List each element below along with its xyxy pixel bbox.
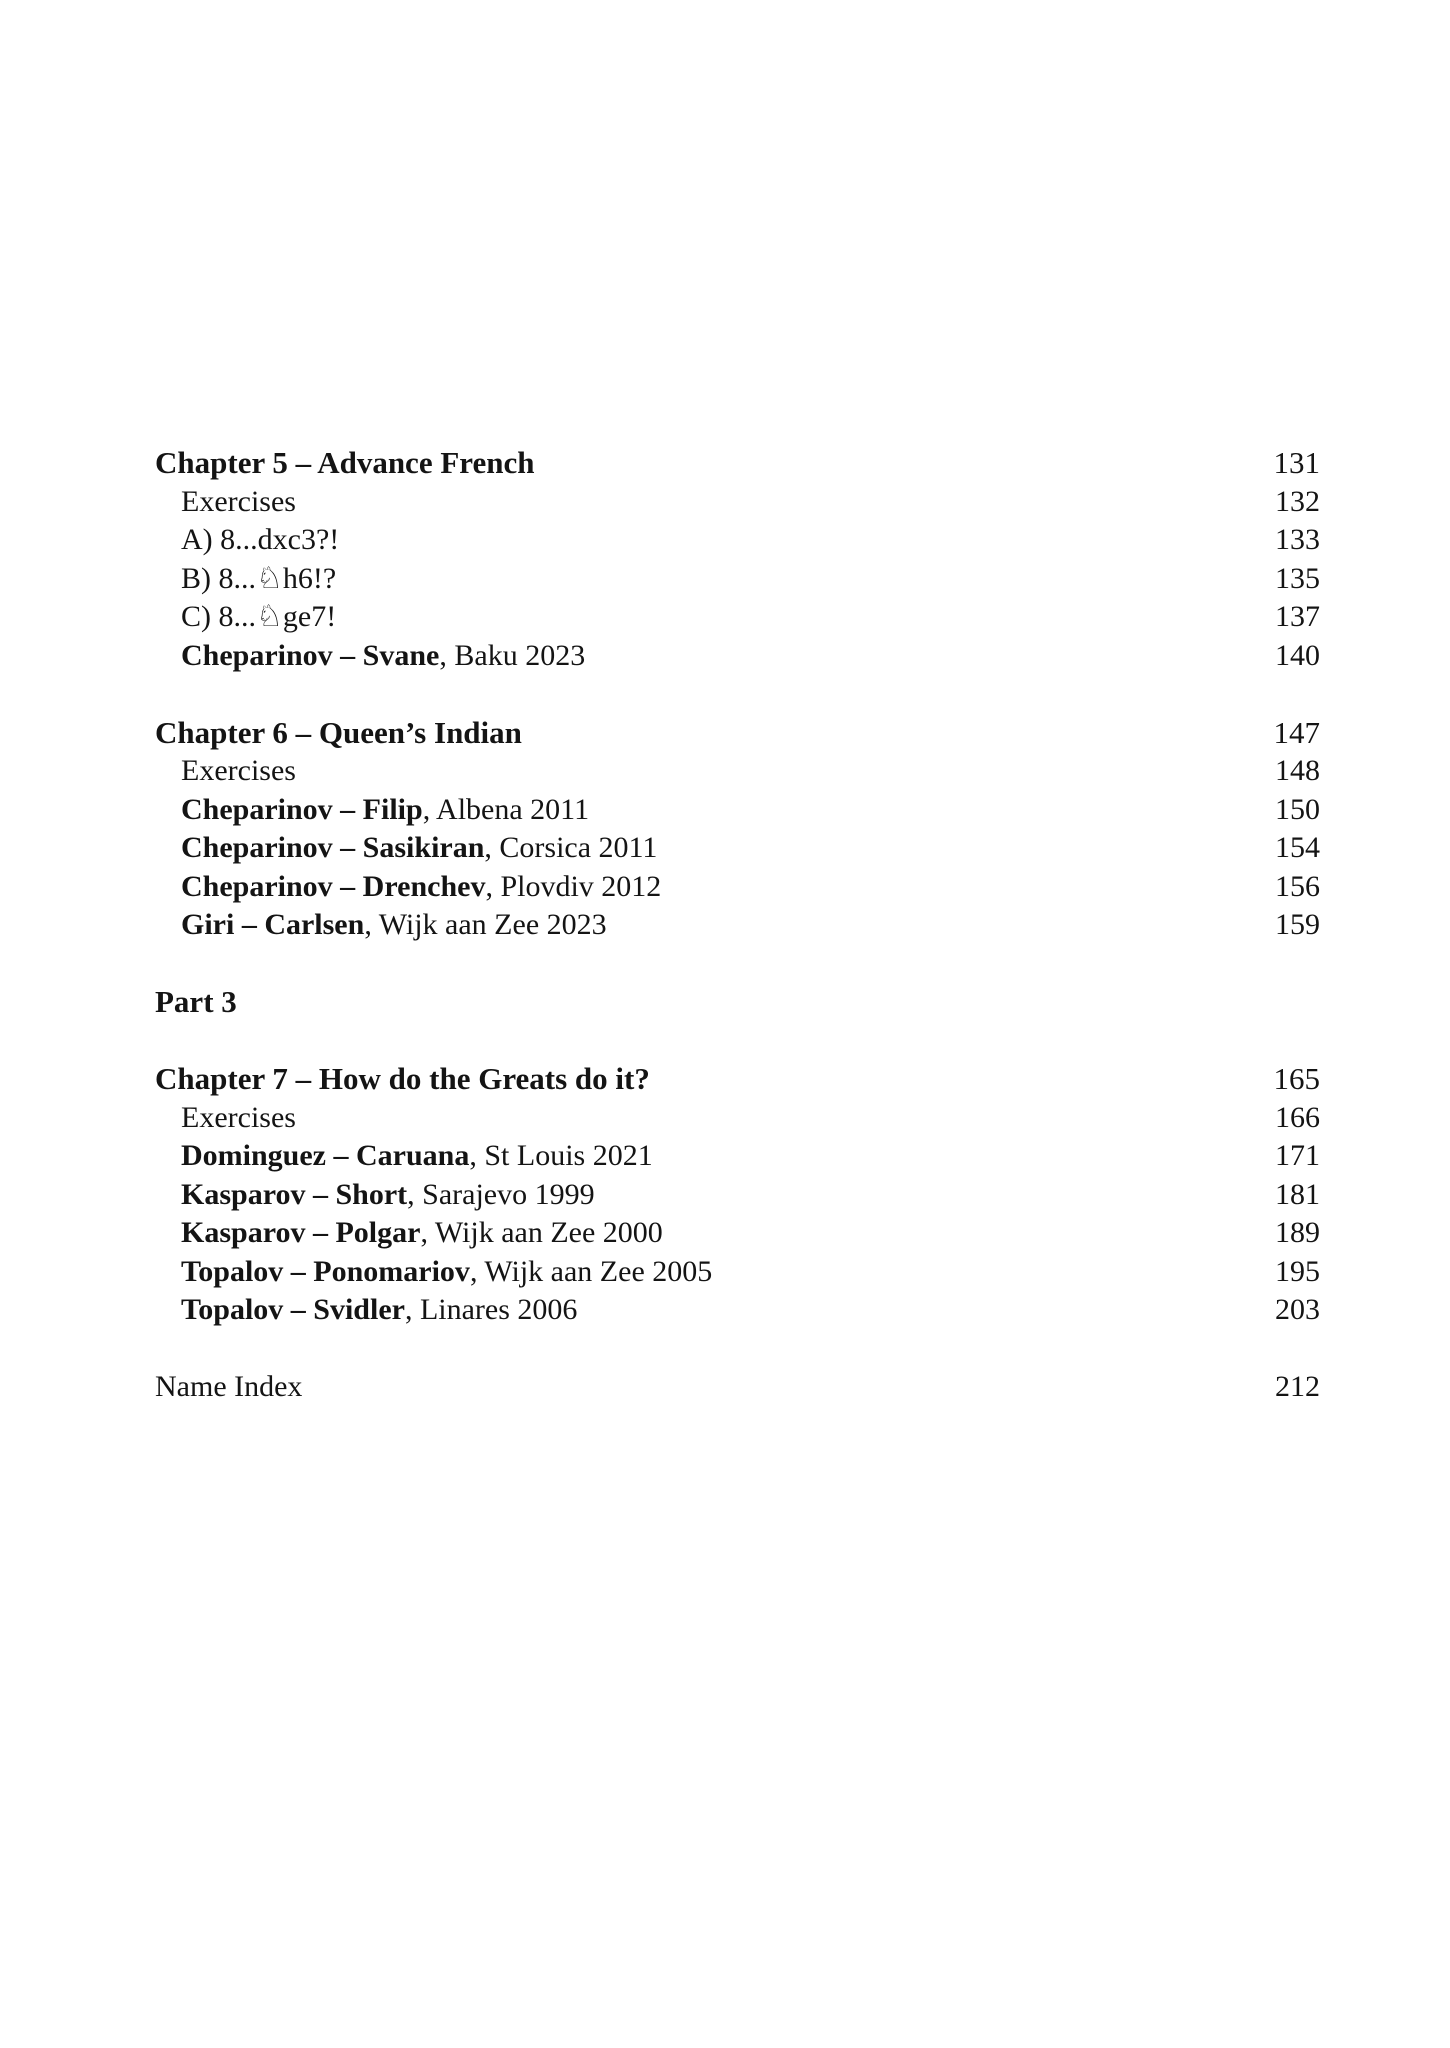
entry-detail-text: , Wijk aan Zee 2023 [364,908,607,941]
entry-main-text: Dominguez – Caruana [181,1139,470,1172]
entry-main-text: Cheparinov – Svane [181,638,440,672]
entry-main-text: Chapter 6 – Queen’s Indian [155,714,522,750]
entry-detail-text: , Sarajevo 1999 [407,1177,595,1211]
page-number: 171 [1275,1139,1320,1172]
page-number: 156 [1275,869,1320,903]
entry-title [155,906,1255,945]
toc-entry [155,1291,1320,1330]
entry-title [155,598,1255,637]
entry-title [155,521,1255,560]
toc-entry [155,1099,1320,1138]
name-index-row [155,1368,1320,1407]
entry-title [155,444,1254,483]
toc-entry [155,598,1320,637]
index-block [155,1368,1320,1407]
page-number: 212 [1275,1370,1320,1403]
entry-detail-text: , Plovdiv 2012 [485,869,662,903]
entry-title [155,752,1255,791]
toc-entry [155,829,1320,868]
entry-detail-text: , Linares 2006 [404,1293,578,1326]
part-block [155,983,1320,1022]
entry-main-text: Giri – Carlsen [181,908,365,941]
entry-detail-text: B) 8...♘h6!? [181,561,337,595]
page-number: 166 [1275,1100,1320,1134]
toc-entry [155,637,1320,676]
toc-entry [155,791,1320,830]
toc-entry [155,521,1320,560]
page-number: 165 [1273,1061,1320,1096]
entry-title [155,637,1255,676]
page-number: 137 [1275,600,1320,633]
chapter-heading [155,1060,1320,1099]
table-of-contents [155,0,1320,1407]
entry-title [155,1099,1255,1138]
page-number: 154 [1275,831,1320,864]
entry-main-text: Chapter 7 – How do the Greats do it? [155,1061,650,1096]
entry-title [155,1060,1254,1099]
entry-title [155,1291,1255,1330]
entry-main-text: Cheparinov – Drenchev [181,869,486,903]
entry-title [155,560,1255,599]
entry-main-text: Cheparinov – Filip [181,792,423,826]
page-number: 132 [1275,484,1320,518]
entry-title [155,791,1255,830]
entry-detail-text: Exercises [181,754,296,787]
entry-title [155,829,1255,868]
toc-entry [155,1137,1320,1176]
entry-detail-text: , Albena 2011 [422,792,590,826]
toc-entry [155,906,1320,945]
entry-title [155,868,1255,907]
chapter-heading [155,444,1320,483]
page-number: 150 [1275,792,1320,826]
toc-entry [155,1176,1320,1215]
page-number: 195 [1275,1254,1320,1288]
entry-title [155,983,1300,1022]
page-number: 181 [1275,1177,1320,1211]
entry-main-text: Chapter 5 – Advance French [155,445,535,480]
entry-detail-text: , Wijk aan Zee 2000 [420,1216,663,1249]
page-number: 159 [1275,908,1320,941]
entry-title [155,1214,1255,1253]
entry-title [155,483,1255,522]
page-number: 148 [1275,754,1320,787]
toc-entry [155,868,1320,907]
toc-entry [155,1214,1320,1253]
page-number: 189 [1275,1216,1320,1249]
entry-title [155,714,1254,753]
entry-main-text: Topalov – Ponomariov [181,1254,470,1288]
entry-detail-text: Exercises [181,484,296,518]
page-number: 147 [1273,714,1320,750]
toc-entry [155,1253,1320,1292]
entry-detail-text: C) 8...♘ge7! [181,600,337,633]
entry-detail-text: , Wijk aan Zee 2005 [469,1254,713,1288]
chapter-heading [155,714,1320,753]
page-number: 203 [1275,1293,1320,1326]
entry-title [155,1253,1255,1292]
toc-section [155,1060,1320,1330]
toc-section [155,444,1320,675]
page-number: 135 [1275,561,1320,595]
entry-detail-text: , St Louis 2021 [469,1139,653,1172]
entry-main-text: Kasparov – Polgar [181,1216,421,1249]
entry-main-text: Cheparinov – Sasikiran [181,831,485,864]
entry-title [155,1176,1255,1215]
entry-main-text: Topalov – Svidler [181,1293,405,1326]
part-heading [155,983,1320,1022]
entry-detail-text: , Baku 2023 [439,638,586,672]
page-number: 140 [1275,638,1320,672]
toc-entry [155,560,1320,599]
toc-section [155,714,1320,945]
entry-title [155,1137,1255,1176]
entry-main-text: Part 3 [155,984,237,1019]
entry-detail-text: Name Index [155,1370,303,1403]
toc-entry [155,483,1320,522]
entry-detail-text: Exercises [181,1100,296,1134]
page-number: 133 [1275,523,1320,556]
entry-detail-text: A) 8...dxc3?! [181,523,340,556]
entry-main-text: Kasparov – Short [181,1177,408,1211]
page-number: 131 [1273,445,1320,480]
toc-entry [155,752,1320,791]
entry-title [155,1368,1255,1407]
entry-detail-text: , Corsica 2011 [484,831,658,864]
